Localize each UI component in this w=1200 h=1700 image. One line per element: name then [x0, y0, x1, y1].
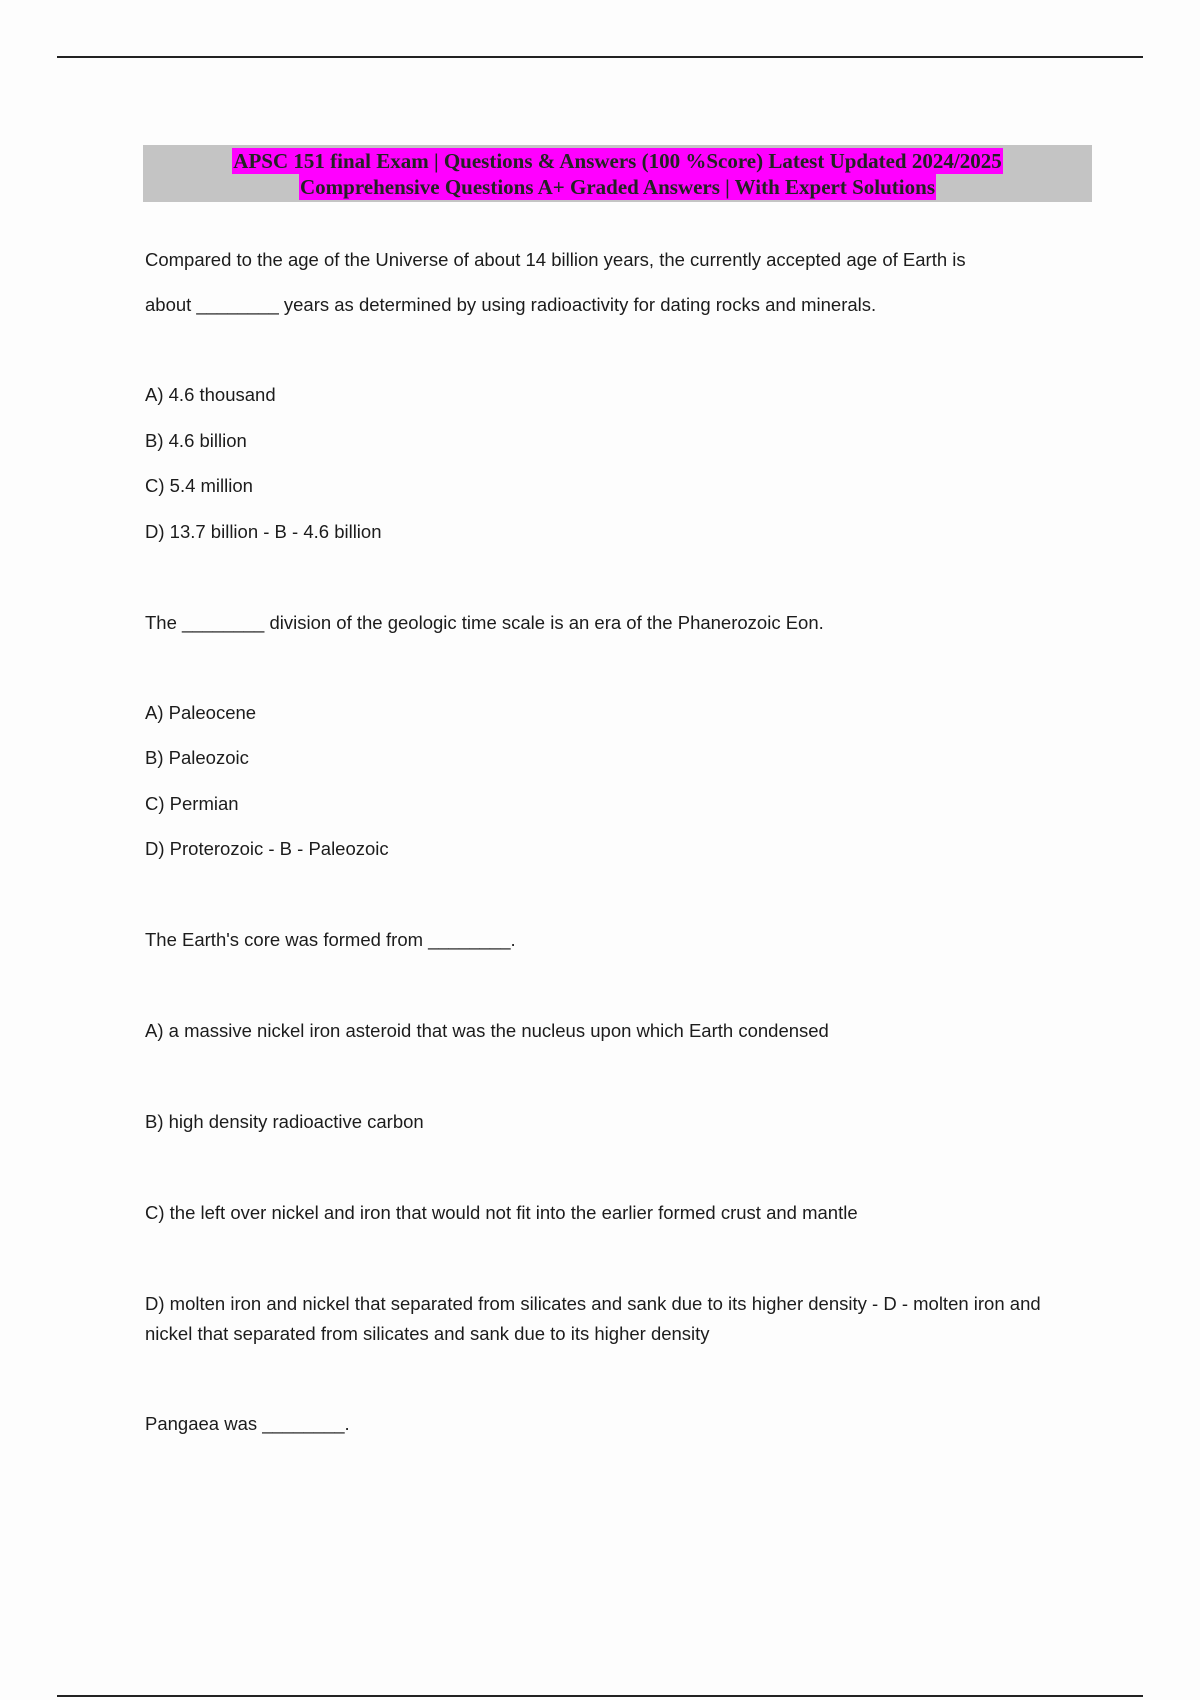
question-3-option-d: D) molten iron and nickel that separated from silicates and sank due to its higher density - D - molten iron and nickel that separated from silicates and sank due to its higher density — [145, 1293, 1041, 1344]
footer-rule — [57, 1695, 1143, 1697]
question-1-option-d: D) 13.7 billion - B - 4.6 billion — [145, 521, 382, 542]
question-1-prompt-line-2: about ________ years as determined by using radioactivity for dating rocks and minerals. — [145, 294, 877, 315]
question-1-option-b: B) 4.6 billion — [145, 430, 247, 451]
question-1-option-a: A) 4.6 thousand — [145, 384, 276, 405]
question-1-prompt-line-1: Compared to the age of the Universe of about 14 billion years, the currently accepted age of Earth is — [145, 249, 966, 270]
document-title-line-2: Comprehensive Questions A+ Graded Answers | With Expert Solutions — [299, 174, 935, 199]
question-4-prompt: Pangaea was ________. — [145, 1413, 350, 1434]
question-2-option-d: D) Proterozoic - B - Paleozoic — [145, 838, 389, 859]
question-3-option-b: B) high density radioactive carbon — [145, 1111, 424, 1132]
question-2-prompt: The ________ division of the geologic time scale is an era of the Phanerozoic Eon. — [145, 612, 824, 633]
question-3-option-c: C) the left over nickel and iron that would not fit into the earlier formed crust and mantle — [145, 1202, 858, 1223]
header-rule — [57, 56, 1143, 58]
document-title-banner — [143, 145, 1092, 202]
question-2-option-c: C) Permian — [145, 793, 239, 814]
question-3-prompt: The Earth's core was formed from ________. — [145, 929, 516, 950]
document-title-line-1: APSC 151 final Exam | Questions & Answers (100 %Score) Latest Updated 2024/2025 — [233, 148, 1002, 173]
question-2-option-a: A) Paleocene — [145, 702, 257, 723]
question-1-option-c: C) 5.4 million — [145, 475, 253, 496]
question-2-option-b: B) Paleozoic — [145, 747, 249, 768]
question-3-option-a: A) a massive nickel iron asteroid that was the nucleus upon which Earth condensed — [145, 1020, 829, 1041]
